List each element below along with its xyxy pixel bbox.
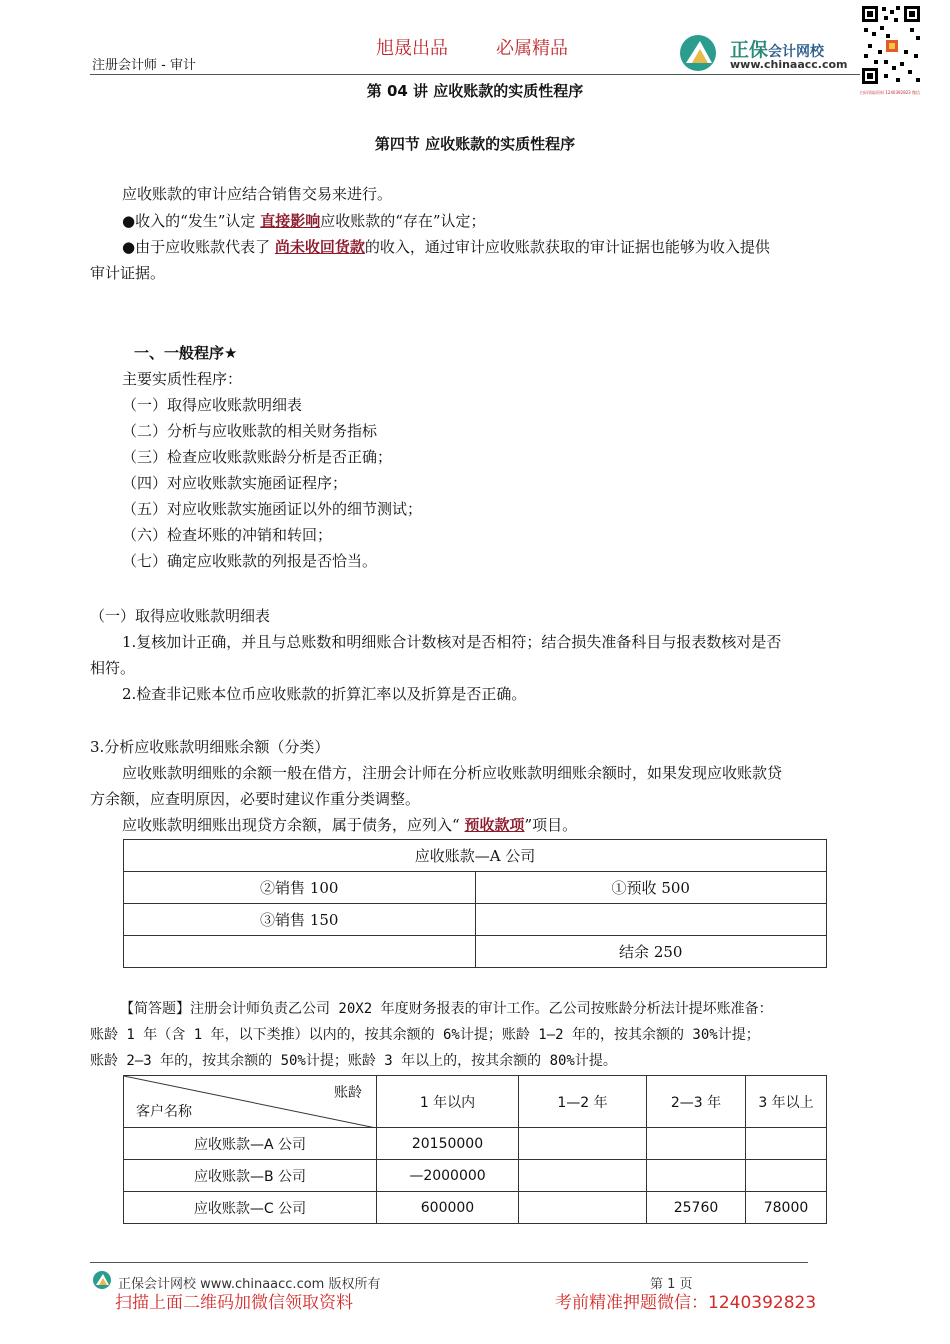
detail-p1: 1.复核加计正确，并且与总账数和明细账合计数核对是否相符；结合损失准备科目与报表数核对是否 (122, 633, 782, 651)
cell: —2000000 (377, 1160, 519, 1192)
logo-url: www.chinaacc.com (730, 58, 848, 71)
intro-bullet-1: ●收入的“发生”认定 直接影响应收账款的“存在”认定； (122, 212, 486, 230)
detail-p1-cont: 相符。 (90, 659, 136, 677)
general-heading: 一、一般程序★ (134, 344, 238, 362)
t-account-debit: ②销售 100 (124, 872, 476, 904)
t-account-credit: ①预收 500 (475, 872, 827, 904)
procedure-list (90, 392, 860, 574)
list-item: （一）取得应收账款明细表 (122, 396, 303, 414)
logo-icon (678, 33, 722, 73)
corner-top-label: 账龄 (334, 1085, 362, 1101)
t-account-table (123, 839, 827, 968)
list-item: （六）检查坏账的冲销和转回； (122, 526, 333, 544)
column-header: 1—2 年 (519, 1076, 647, 1128)
general-subheading: 主要实质性程序： (122, 370, 243, 388)
analysis-p1-cont: 方余额，应查明原因，必要时建议作重分类调整。 (90, 790, 421, 808)
logo-title: 正保会计网校 (730, 39, 825, 61)
slogan-right: 必属精品 (496, 38, 568, 59)
detail-heading: （一）取得应收账款明细表 (90, 607, 271, 625)
cell (519, 1192, 647, 1224)
cell (746, 1128, 827, 1160)
aging-corner-cell (124, 1076, 377, 1128)
footer-logo-icon (92, 1270, 114, 1290)
column-header: 2—3 年 (647, 1076, 746, 1128)
row-name: 应收账款—C 公司 (124, 1192, 377, 1224)
list-item: （五）对应收账款实施函证以外的细节测试； (122, 500, 423, 518)
cell (647, 1160, 746, 1192)
footer-copyright: 正保会计网校 www.chinaacc.com 版权所有 (118, 1277, 381, 1292)
promo-right: 考前精准押题微信：1240392823 (555, 1293, 817, 1313)
t-account-credit: 结余 250 (475, 936, 827, 968)
corner-bottom-label: 客户名称 (136, 1104, 192, 1120)
header-divider (90, 74, 860, 75)
t-account-debit (124, 936, 476, 968)
list-item: （七）确定应收账款的列报是否恰当。 (122, 552, 378, 570)
slogan-left: 旭晟出品 (376, 38, 448, 59)
highlight-direct-impact: 直接影响 (260, 212, 321, 230)
analysis-heading: 3.分析应收账款明细账余额（分类） (90, 738, 330, 756)
table-row (124, 1160, 827, 1192)
qr-code-icon (860, 4, 922, 86)
cell (519, 1160, 647, 1192)
highlight-uncollected: 尚未收回货款 (274, 238, 365, 256)
analysis-p2: 应收账款明细账出现贷方余额，属于债务，应列入“ 预收款项”项目。 (122, 816, 578, 834)
cell (519, 1128, 647, 1160)
promo-left: 扫描上面二维码加微信领取资料 (115, 1293, 353, 1313)
page-number: 第 1 页 (650, 1277, 693, 1292)
table-row (124, 1192, 827, 1224)
brand-logo[interactable] (678, 33, 848, 73)
analysis-p1: 应收账款明细账的余额一般在借方，注册会计师在分析应收账款明细账余额时，如果发现应收账款贷 (122, 764, 783, 782)
row-name: 应收账款—B 公司 (124, 1160, 377, 1192)
qr-caption: 扫码领取资料 1240392823 微信 (860, 90, 920, 95)
cell (647, 1128, 746, 1160)
intro-paragraph: 应收账款的审计应结合销售交易来进行。 (122, 185, 393, 203)
table-row (124, 1128, 827, 1160)
aging-table (123, 1075, 827, 1224)
cell: 78000 (746, 1192, 827, 1224)
cell: 600000 (377, 1192, 519, 1224)
row-name: 应收账款—A 公司 (124, 1128, 377, 1160)
t-account-title: 应收账款—A 公司 (124, 840, 827, 872)
list-item: （三）检查应收账款账龄分析是否正确； (122, 448, 393, 466)
t-account-debit: ③销售 150 (124, 904, 476, 936)
cell: 20150000 (377, 1128, 519, 1160)
detail-p2: 2.检查非记账本位币应收账款的折算汇率以及折算是否正确。 (122, 685, 527, 703)
course-name: 注册会计师 - 审计 (92, 58, 196, 73)
column-header: 1 年以内 (377, 1076, 519, 1128)
list-item: （四）对应收账款实施函证程序； (122, 474, 348, 492)
t-account-credit (475, 904, 827, 936)
question-line-3: 账龄 2—3 年的，按其余额的 50%计提；账龄 3 年以上的，按其余额的 80%计提。 (90, 1053, 617, 1069)
intro-bullet-2: ●由于应收账款代表了 尚未收回货款的收入，通过审计应收账款获取的审计证据也能够为收入提供 (122, 238, 770, 256)
highlight-advance-receipts: 预收款项 (464, 816, 525, 834)
lecture-title: 第 04 讲 应收账款的实质性程序 (366, 82, 584, 100)
question-line-1: 【简答题】注册会计师负责乙公司 20X2 年度财务报表的审计工作。乙公司按账龄分析法计提坏账准备： (120, 1001, 773, 1017)
footer-divider (90, 1262, 808, 1263)
column-header: 3 年以上 (746, 1076, 827, 1128)
intro-bullet-2-cont: 审计证据。 (90, 264, 166, 282)
cell (746, 1160, 827, 1192)
cell: 25760 (647, 1192, 746, 1224)
list-item: （二）分析与应收账款的相关财务指标 (122, 422, 378, 440)
section-title: 第四节 应收账款的实质性程序 (374, 135, 576, 153)
question-line-2: 账龄 1 年（含 1 年，以下类推）以内的，按其余额的 6%计提；账龄 1—2 年的，按其余额的 30%计提； (90, 1027, 760, 1043)
